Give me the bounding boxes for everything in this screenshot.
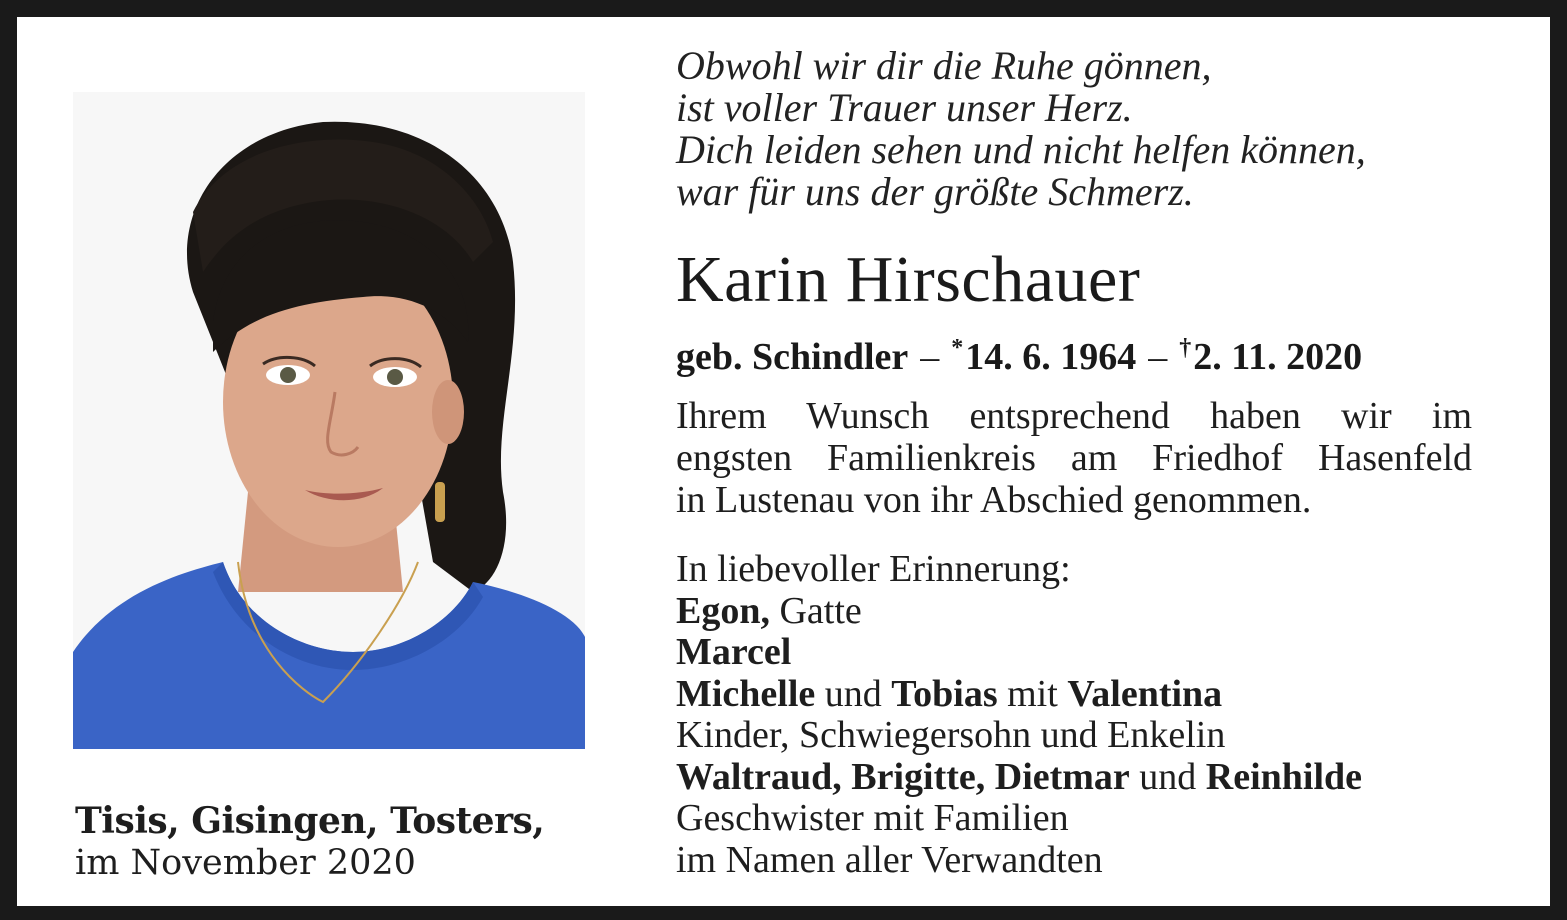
family-row bbox=[676, 757, 1476, 799]
connector: und bbox=[1129, 755, 1206, 798]
family-member: Tobias bbox=[891, 672, 998, 715]
message-line: Ihrem Wunsch entsprechend haben wir im bbox=[676, 395, 1472, 437]
death-symbol: † bbox=[1179, 335, 1192, 361]
family-member: Reinhilde bbox=[1205, 755, 1363, 798]
family-member: Valentina bbox=[1067, 672, 1223, 715]
place-line: Tisis, Gisingen, Tosters, bbox=[75, 800, 545, 842]
birth-symbol: * bbox=[951, 335, 964, 361]
funeral-message bbox=[676, 395, 1472, 521]
death-date: 2. 11. 2020 bbox=[1193, 336, 1363, 378]
family-list bbox=[676, 549, 1476, 881]
connector: und bbox=[815, 672, 892, 715]
dash: – bbox=[920, 336, 940, 378]
family-member: Waltraud, Brigitte, Dietmar bbox=[676, 755, 1130, 798]
portrait-illustration bbox=[73, 92, 585, 749]
obituary-text bbox=[676, 43, 1476, 881]
birth-date: 14. 6. 1964 bbox=[965, 336, 1137, 378]
portrait-photo bbox=[73, 92, 585, 749]
dash: – bbox=[1148, 336, 1168, 378]
poem bbox=[676, 45, 1476, 213]
family-row bbox=[676, 632, 1476, 674]
closing-line: im Namen aller Verwandten bbox=[676, 838, 1103, 881]
family-role: Kinder, Schwiegersohn und Enkelin bbox=[676, 714, 1226, 756]
maiden-name: geb. Schindler bbox=[676, 336, 909, 378]
family-row bbox=[676, 591, 1476, 633]
poem-line: Obwohl wir dir die Ruhe gönnen, bbox=[676, 43, 1212, 88]
poem-line: war für uns der größte Schmerz. bbox=[676, 169, 1194, 214]
connector: mit bbox=[997, 672, 1068, 715]
place-and-date bbox=[75, 800, 544, 884]
life-dates bbox=[676, 327, 1362, 378]
family-role: Geschwister mit Familien bbox=[676, 797, 1069, 839]
message-line: engsten Familienkreis am Friedhof Hasenfeld bbox=[676, 437, 1472, 479]
message-line: in Lustenau von ihr Abschied genommen. bbox=[676, 479, 1312, 521]
deceased-name: Karin Hirschauer bbox=[676, 243, 1141, 316]
poem-line: Dich leiden sehen und nicht helfen können, bbox=[676, 127, 1366, 172]
family-row bbox=[676, 674, 1476, 716]
family-member: Marcel bbox=[676, 631, 792, 673]
family-role: Gatte bbox=[769, 589, 862, 632]
family-member: Egon, bbox=[676, 589, 770, 632]
family-member: Michelle bbox=[676, 672, 816, 715]
family-intro: In liebevoller Erinnerung: bbox=[676, 548, 1071, 590]
poem-line: ist voller Trauer unser Herz. bbox=[676, 85, 1133, 130]
month-line: im November 2020 bbox=[75, 843, 416, 883]
